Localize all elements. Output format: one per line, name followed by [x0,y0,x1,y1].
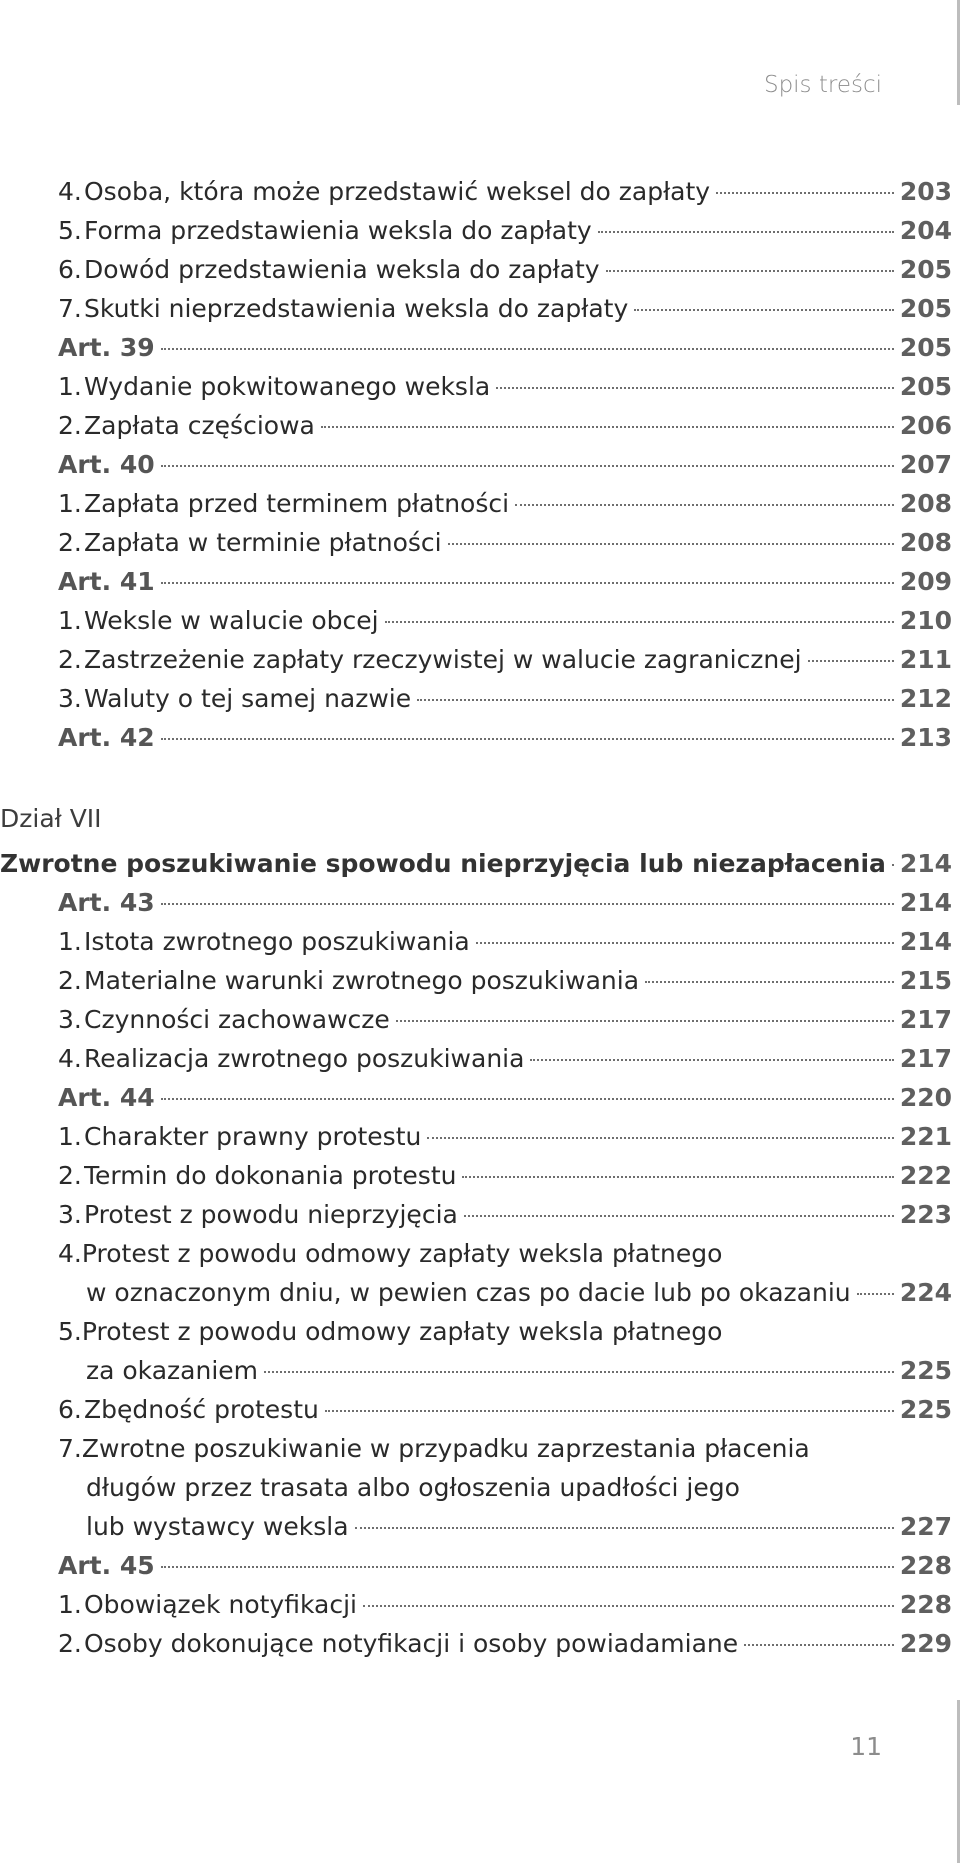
toc-item-label-line: lub wystawcy weksla [86,1512,349,1541]
leader-dots [645,981,894,983]
toc-item-number: 2. [58,966,82,995]
leader-dots [427,1137,893,1139]
toc-page-number: 211 [899,645,952,674]
toc-item-number: 4. [58,1239,82,1268]
toc-article-label: Art. 45 [58,1551,155,1580]
toc-item-entry[interactable] [0,601,952,640]
leader-dots [892,864,894,866]
toc-item-entry[interactable] [0,172,952,211]
toc-item-number: 2. [58,528,82,557]
running-head: Spis treści [763,72,882,98]
toc-page-number: 227 [899,1512,952,1541]
toc-article-entry[interactable] [0,718,952,757]
toc-item-entry[interactable] [0,1039,952,1078]
toc-article-entry[interactable] [0,562,952,601]
toc-page-number: 205 [899,255,952,284]
toc-item-number: 2. [58,645,82,674]
toc-section-division-vii [0,883,952,1663]
leader-dots [448,543,894,545]
toc-item-number: 1. [58,927,82,956]
leader-dots [161,1098,894,1100]
toc-item-last-line [0,1273,952,1312]
page-number: 11 [850,1732,882,1761]
toc-page-number: 214 [899,849,952,878]
toc-page-number: 209 [899,567,952,596]
leader-dots [496,387,894,389]
toc-item-label: Zapłata w terminie płatności [84,528,442,557]
toc-item-last-line [0,1507,952,1546]
toc-item-number: 4. [58,177,82,206]
toc-item-label: Skutki nieprzedstawienia weksla do zapłaty [84,294,629,323]
toc-item-label-line: Protest z powodu odmowy zapłaty weksla płatnego [81,1317,723,1346]
leader-dots [161,582,894,584]
toc-item-number: 5. [58,216,82,245]
toc-item-number: 3. [58,684,82,713]
toc-item-entry[interactable] [0,406,952,445]
leader-dots [363,1605,894,1607]
leader-dots [744,1644,894,1646]
toc-item-entry[interactable] [0,484,952,523]
toc-item-number: 2. [58,1629,82,1658]
toc-item-line [0,1429,952,1468]
toc-article-label: Art. 42 [58,723,155,752]
toc-article-label: Art. 39 [58,333,155,362]
toc-multiline-entry[interactable] [0,1312,952,1390]
toc-page-number: 224 [899,1278,952,1307]
leader-dots [476,942,894,944]
division-label: Dział VII [0,804,102,833]
leader-dots [161,1566,894,1568]
toc-item-label: Charakter prawny protestu [84,1122,422,1151]
toc-item-label: Dowód przedstawienia weksla do zapłaty [84,255,600,284]
toc-page-number: 225 [899,1395,952,1424]
toc-item-number: 5. [58,1317,82,1346]
toc-page-number: 207 [899,450,952,479]
toc-item-entry[interactable] [0,211,952,250]
toc-chapter-entry[interactable] [0,844,952,883]
toc-multiline-entry[interactable] [0,1234,952,1312]
toc-page-number: 223 [899,1200,952,1229]
toc-page-number: 215 [899,966,952,995]
toc-item-number: 1. [58,1122,82,1151]
toc-item-entry[interactable] [0,961,952,1000]
leader-dots [264,1371,894,1373]
toc-page-number: 203 [899,177,952,206]
toc-item-label-line: Zwrotne poszukiwanie w przypadku zaprzestania płacenia [81,1434,810,1463]
toc-page-number: 213 [899,723,952,752]
toc-item-label: Zapłata przed terminem płatności [84,489,510,518]
toc-item-entry[interactable] [0,1117,952,1156]
toc-item-line [0,1468,952,1507]
toc-chapter-title: Zwrotne poszukiwanie spowodu nieprzyjęcia lub niezapłacenia [0,849,886,878]
toc-item-label: Zastrzeżenie zapłaty rzeczywistej w walucie zagranicznej [84,645,802,674]
toc-item-label: Wydanie pokwitowanego weksla [84,372,491,401]
toc-page-number: 210 [899,606,952,635]
leader-dots [385,621,894,623]
toc-page-number: 228 [899,1551,952,1580]
toc-item-number: 7. [58,1434,82,1463]
toc-item-entry[interactable] [0,1624,952,1663]
toc-page-number: 205 [899,294,952,323]
toc-article-entry[interactable] [0,1546,952,1585]
toc-article-label: Art. 40 [58,450,155,479]
toc-item-entry[interactable] [0,1585,952,1624]
toc-item-number: 1. [58,1590,82,1619]
leader-dots [396,1020,894,1022]
toc-item-entry[interactable] [0,1000,952,1039]
leader-dots [857,1293,894,1295]
leader-dots [515,504,894,506]
leader-dots [606,270,894,272]
toc-item-entry[interactable] [0,289,952,328]
leader-dots [464,1215,894,1217]
toc-page-number: 229 [899,1629,952,1658]
toc-item-number: 7. [58,294,82,323]
toc-item-last-line [0,1351,952,1390]
toc-page-number: 217 [899,1044,952,1073]
toc-item-number: 6. [58,255,82,284]
toc-item-entry[interactable] [0,1390,952,1429]
leader-dots [325,1410,894,1412]
toc-page-number: 204 [899,216,952,245]
toc-page-number: 220 [899,1083,952,1112]
toc-item-label: Zbędność protestu [84,1395,319,1424]
toc-article-label: Art. 41 [58,567,155,596]
toc-item-line [0,1234,952,1273]
toc-item-label: Waluty o tej samej nazwie [84,684,412,713]
toc-page-number: 212 [899,684,952,713]
leader-dots [321,426,894,428]
toc-item-number: 3. [58,1005,82,1034]
toc-page-number: 214 [899,927,952,956]
toc-page-number: 225 [899,1356,952,1385]
table-of-contents [0,172,952,1663]
toc-item-number: 4. [58,1044,82,1073]
toc-item-label: Istota zwrotnego poszukiwania [84,927,470,956]
toc-article-entry[interactable] [0,883,952,922]
toc-item-label: Realizacja zwrotnego poszukiwania [84,1044,525,1073]
toc-item-label: Termin do dokonania protestu [84,1161,457,1190]
toc-page-number: 206 [899,411,952,440]
toc-item-number: 1. [58,489,82,518]
toc-page-number: 208 [899,528,952,557]
leader-dots [161,738,894,740]
toc-item-label: Osoba, która może przedstawić weksel do zapłaty [84,177,711,206]
toc-page-number: 221 [899,1122,952,1151]
toc-item-label: Osoby dokonujące notyfikacji i osoby powiadamiane [84,1629,739,1658]
toc-page-number: 228 [899,1590,952,1619]
toc-item-number: 2. [58,1161,82,1190]
toc-multiline-entry[interactable] [0,1429,952,1546]
toc-page-number: 214 [899,888,952,917]
leader-dots [161,465,894,467]
toc-item-entry[interactable] [0,1195,952,1234]
toc-item-number: 2. [58,411,82,440]
toc-item-label-line: w oznaczonym dniu, w pewien czas po dacie lub po okazaniu [86,1278,851,1307]
toc-item-label: Forma przedstawienia weksla do zapłaty [84,216,592,245]
leader-dots [634,309,894,311]
toc-item-number: 1. [58,372,82,401]
toc-article-label: Art. 43 [58,888,155,917]
toc-item-entry[interactable] [0,922,952,961]
toc-item-label-line: za okazaniem [86,1356,259,1385]
toc-item-entry[interactable] [0,367,952,406]
toc-page-number: 205 [899,333,952,362]
toc-page-number: 222 [899,1161,952,1190]
toc-item-number: 3. [58,1200,82,1229]
toc-page-number: 217 [899,1005,952,1034]
toc-page-number: 205 [899,372,952,401]
toc-item-line [0,1312,952,1351]
toc-section-articles [0,172,952,757]
toc-item-label: Zapłata częściowa [84,411,315,440]
leader-dots [417,699,894,701]
toc-article-entry[interactable] [0,1078,952,1117]
toc-article-label: Art. 44 [58,1083,155,1112]
leader-dots [530,1059,893,1061]
leader-dots [161,348,894,350]
toc-item-entry[interactable] [0,1156,952,1195]
toc-article-entry[interactable] [0,328,952,367]
leader-dots [808,660,894,662]
toc-item-label: Weksle w walucie obcej [84,606,379,635]
toc-item-label-line: długów przez trasata albo ogłoszenia upadłości jego [86,1473,740,1502]
toc-article-entry[interactable] [0,445,952,484]
leader-dots [355,1527,894,1529]
leader-dots [716,192,894,194]
toc-item-number: 6. [58,1395,82,1424]
toc-item-entry[interactable] [0,250,952,289]
leader-dots [598,231,894,233]
leader-dots [462,1176,893,1178]
toc-item-label: Obowiązek notyfikacji [84,1590,357,1619]
toc-item-entry[interactable] [0,679,952,718]
toc-item-label: Czynności zachowawcze [84,1005,390,1034]
toc-item-entry[interactable] [0,523,952,562]
toc-page-number: 208 [899,489,952,518]
toc-item-label-line: Protest z powodu odmowy zapłaty weksla płatnego [81,1239,723,1268]
leader-dots [161,903,894,905]
toc-item-entry[interactable] [0,640,952,679]
toc-item-label: Materialne warunki zwrotnego poszukiwania [84,966,640,995]
toc-item-number: 1. [58,606,82,635]
toc-item-label: Protest z powodu nieprzyjęcia [84,1200,458,1229]
